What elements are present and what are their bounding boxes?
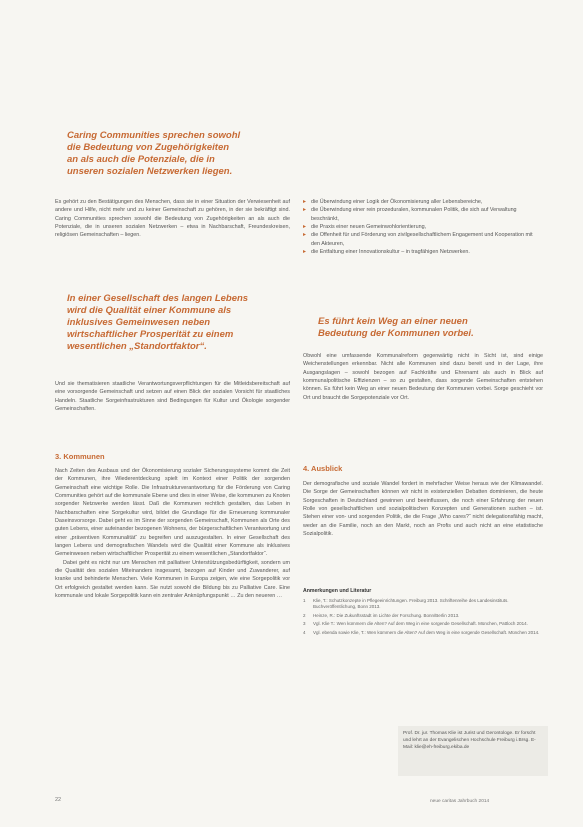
list-item: ▸ die Überwindung einer rein prozeduralen, kommunalen Politik, die sich auf Verwaltung beschränkt, — [303, 206, 543, 223]
section-kommunen-body — [55, 467, 290, 797]
pull-quote-line: Es führt kein Weg an einer neuen — [318, 316, 468, 327]
pull-quote-line: inklusives Gemeinwesen neben — [67, 317, 211, 328]
list-item: ▸ die Entfaltung einer Innovationskultur – in tragfähigen Netzwerken. — [303, 248, 543, 256]
pull-quote-line: an als auch die Potenziale, die in — [67, 154, 215, 165]
references-list — [303, 598, 543, 636]
left-column-intro — [55, 198, 290, 240]
footer-publication: neue caritas Jahrbuch 2014 — [430, 799, 490, 804]
paragraph: Dabei geht es nicht nur um Menschen mit palliativer Unterstützungsbedürftigkeit, sondern um die Qualität des sozialen Miteinanders insgesamt, bezogen auf Kinder und Zuwanderer, auf kranke und behinderte Menschen. Viele Kommunen in Europa zeigen, wie eine Sorgepolitik vor Ort erfolgreich gestaltet werden kann. Sie nutzt sowohl die Bildung bis zu Palliative Care. Eine kommunale und lokale Sorgepolitik kann ein zentraler Anknüpfungspunkt … Zu den neueren … — [55, 559, 290, 600]
references — [303, 588, 543, 638]
author-bio: Prof. Dr. jur. Thomas Klie ist Jurist und Gerontologe. Er forscht und lehrt an der Evangelischen Hochschule Freiburg i.Brsg. E-Mail: klie@eh-freiburg.ekiba.de — [403, 731, 536, 750]
paragraph: Es gehört zu den Bestätigungen des Menschen, dass sie in einer Situation der Verwiesenheit auf andere und Hilfe, nicht mehr und zu keiner Gemeinschaft zu gehören, in der sie bekräftigt sind. Caring Communities sprechen sowohl die Bedeutung von Zugehörigkeiten an als auch die Potenziale, die in unseren sozialen Netzwerken – etwa in Nachbarschaft, Freundeskreisen, religiösen Gemeinschaften – liegen. — [55, 199, 290, 239]
references-title: Anmerkungen und Literatur — [303, 588, 372, 594]
reference-number: 3 — [303, 621, 306, 627]
reference-text: Klie, T.: Schutzkonzepte in Pflegeeinrichtungen. Freiburg 2013. Schriftenreihe des Landesinstituts. Buchveröffentlichung, Bonn 2013. — [313, 598, 509, 610]
pull-quote-line: Bedeutung der Kommunen vorbei. — [318, 328, 474, 339]
pull-quote-line: wirtschaftlicher Prosperität zu einem — [67, 329, 234, 340]
paragraph: Nach Zeiten des Ausbaus und der Ökonomisierung sozialer Sicherungssysteme kommt die Zeit der Kommunen, ihre Wiederentdeckung spielt im Kontext einer Politik der sorgenden Gemeinschaft eine wichtige Rolle. Die Infrastrukturverantwortung für die Förderung von Caring Communities gehört auf die kommunale Ebene und dies in einer Weise, die kommunen zu Knoten sorgender Netzwerke werden lässt. Daß die Kommunen rechtlich gestalten, das Leben in Nachbarschaften eine Sorgekultur wird, bildet die Grundlage für die Erneuerung kommunaler Daseinsvorsorge. Dabei geht es im Sinne der sorgenden Gemeinschaft, Kommunen als Orte des guten Lebens, einer aufeinander bezogenen Wohnens, der bürgerschaftlichen Verantwortung und einer „präventiven Kommunalität“ zu begreifen und auszugestalten. In einer Gesellschaft des langen Lebens und demografischen Wandels wird die Qualität einer Kommune als inklusives Gemeinwesen neben wirtschaftlicher Prosperität zu einem wesentlichen „Standortfaktor“. — [55, 468, 290, 558]
right-column-paragraph — [303, 352, 543, 402]
pull-quote-top — [67, 130, 307, 178]
list-item: ▸ die Offenheit für und Förderung von zivilgesellschaftlichem Engagement und Kooperation mit den Akteuren, — [303, 231, 543, 248]
reference-text: Heinze, R.: Die Zukunftsstadt im Lichte der Forschung. Bonn/Berlin 2013. — [313, 612, 460, 618]
section-ausblick-body — [303, 480, 543, 538]
paragraph: Obwohl eine umfassende Kommunalreform gegenwärtig nicht in Sicht ist, sind einige Weichenstellungen erkennbar. Nicht alle Kommunen sind dazu bereit und in der Lage, ihre Ausgangslagen – sowohl bezogen auf Fachkräfte und Ehrenamt als auch in Blick auf kommunalpolitische Effizienzen – so zu gestalten, dass sorgende Gemeinschaften entstehen können. Es führt kein Weg an einer neuen Bedeutung der Kommunen vorbei. Sorge geschieht vor Ort und braucht die Sorgepotenziale vor Ort. — [303, 353, 543, 401]
reference-text: Vgl. Klie T.: Wen kümmern die Alten? Auf dem Weg in eine sorgende Gesellschaft. München, Pattloch 2014. — [313, 621, 528, 627]
page-number: 22 — [55, 797, 62, 803]
reference-item — [303, 630, 543, 636]
reference-item — [303, 621, 543, 627]
list-item: ▸ die Praxis einer neuen Gemeinwohlorientierung, — [303, 223, 543, 231]
paragraph: Der demografische und soziale Wandel fordert in mehrfacher Weise heraus wie der Klimawandel. Die Sorge der Gemeinschaften können wir nicht in existenziellen Debatten dominieren, die heute Sorgeschaften in Deutschland gewinnen und beeinflussen, die noch einer Erfahrung der neuen Rolle von gesellschaftlichen und sozialpolitischen Konzepten und Generationen suchen – ist. Stehen einer von- und sorgenden Politik, die die Frage „Who cares?“ nicht delegationsfähig macht, weder an die Familie, noch an den Markt, noch an Profis und auch nicht an eine etatistische Sozialpolitik. — [303, 481, 543, 538]
paragraph: Und sie thematisieren staatliche Verantwortungsverpflichtungen für die Mitleidsbereitschaft auf eine vorsorgende Gemeinschaft und setzen auf einen Blick der sozialen Vorsicht für staatliches Handeln. Staatliche Sorgeinfrastrukturen sind Bedingungen für Kultur und Ökologie sorgender Gemeinschaften. — [55, 381, 290, 413]
reference-number: 2 — [303, 612, 306, 618]
pull-quote-line: die Bedeutung von Zugehörigkeiten — [67, 142, 230, 153]
pull-quote-line: wird die Qualität einer Kommune als — [67, 305, 232, 316]
author-info-box — [398, 726, 548, 776]
pull-quote-line: wesentlichen „Standortfaktor“. — [67, 341, 207, 352]
reference-item — [303, 598, 543, 611]
list-item: ▸ die Überwindung einer Logik der Ökonomisierung aller Lebensbereiche, — [303, 198, 543, 206]
reference-text: Vgl. ebenda sowie Klie, T.: Wen kümmern die Alten? Auf dem Weg in eine sorgende Gesellschaft. München 2014. — [313, 629, 540, 635]
left-column-paragraph-2 — [55, 380, 290, 413]
reference-item — [303, 613, 543, 619]
pull-quote-left — [67, 293, 292, 353]
section-heading-kommunen: 3. Kommunen — [55, 452, 105, 461]
reference-number: 4 — [303, 629, 306, 635]
pull-quote-right — [318, 316, 543, 340]
pull-quote-line: Caring Communities sprechen sowohl — [67, 130, 241, 141]
section-heading-ausblick: 4. Ausblick — [303, 464, 343, 473]
pull-quote-line: In einer Gesellschaft des langen Lebens — [67, 293, 249, 304]
right-bullet-list — [303, 198, 543, 256]
pull-quote-line: unseren sozialen Netzwerken liegen. — [67, 166, 233, 177]
reference-number: 1 — [303, 598, 306, 603]
